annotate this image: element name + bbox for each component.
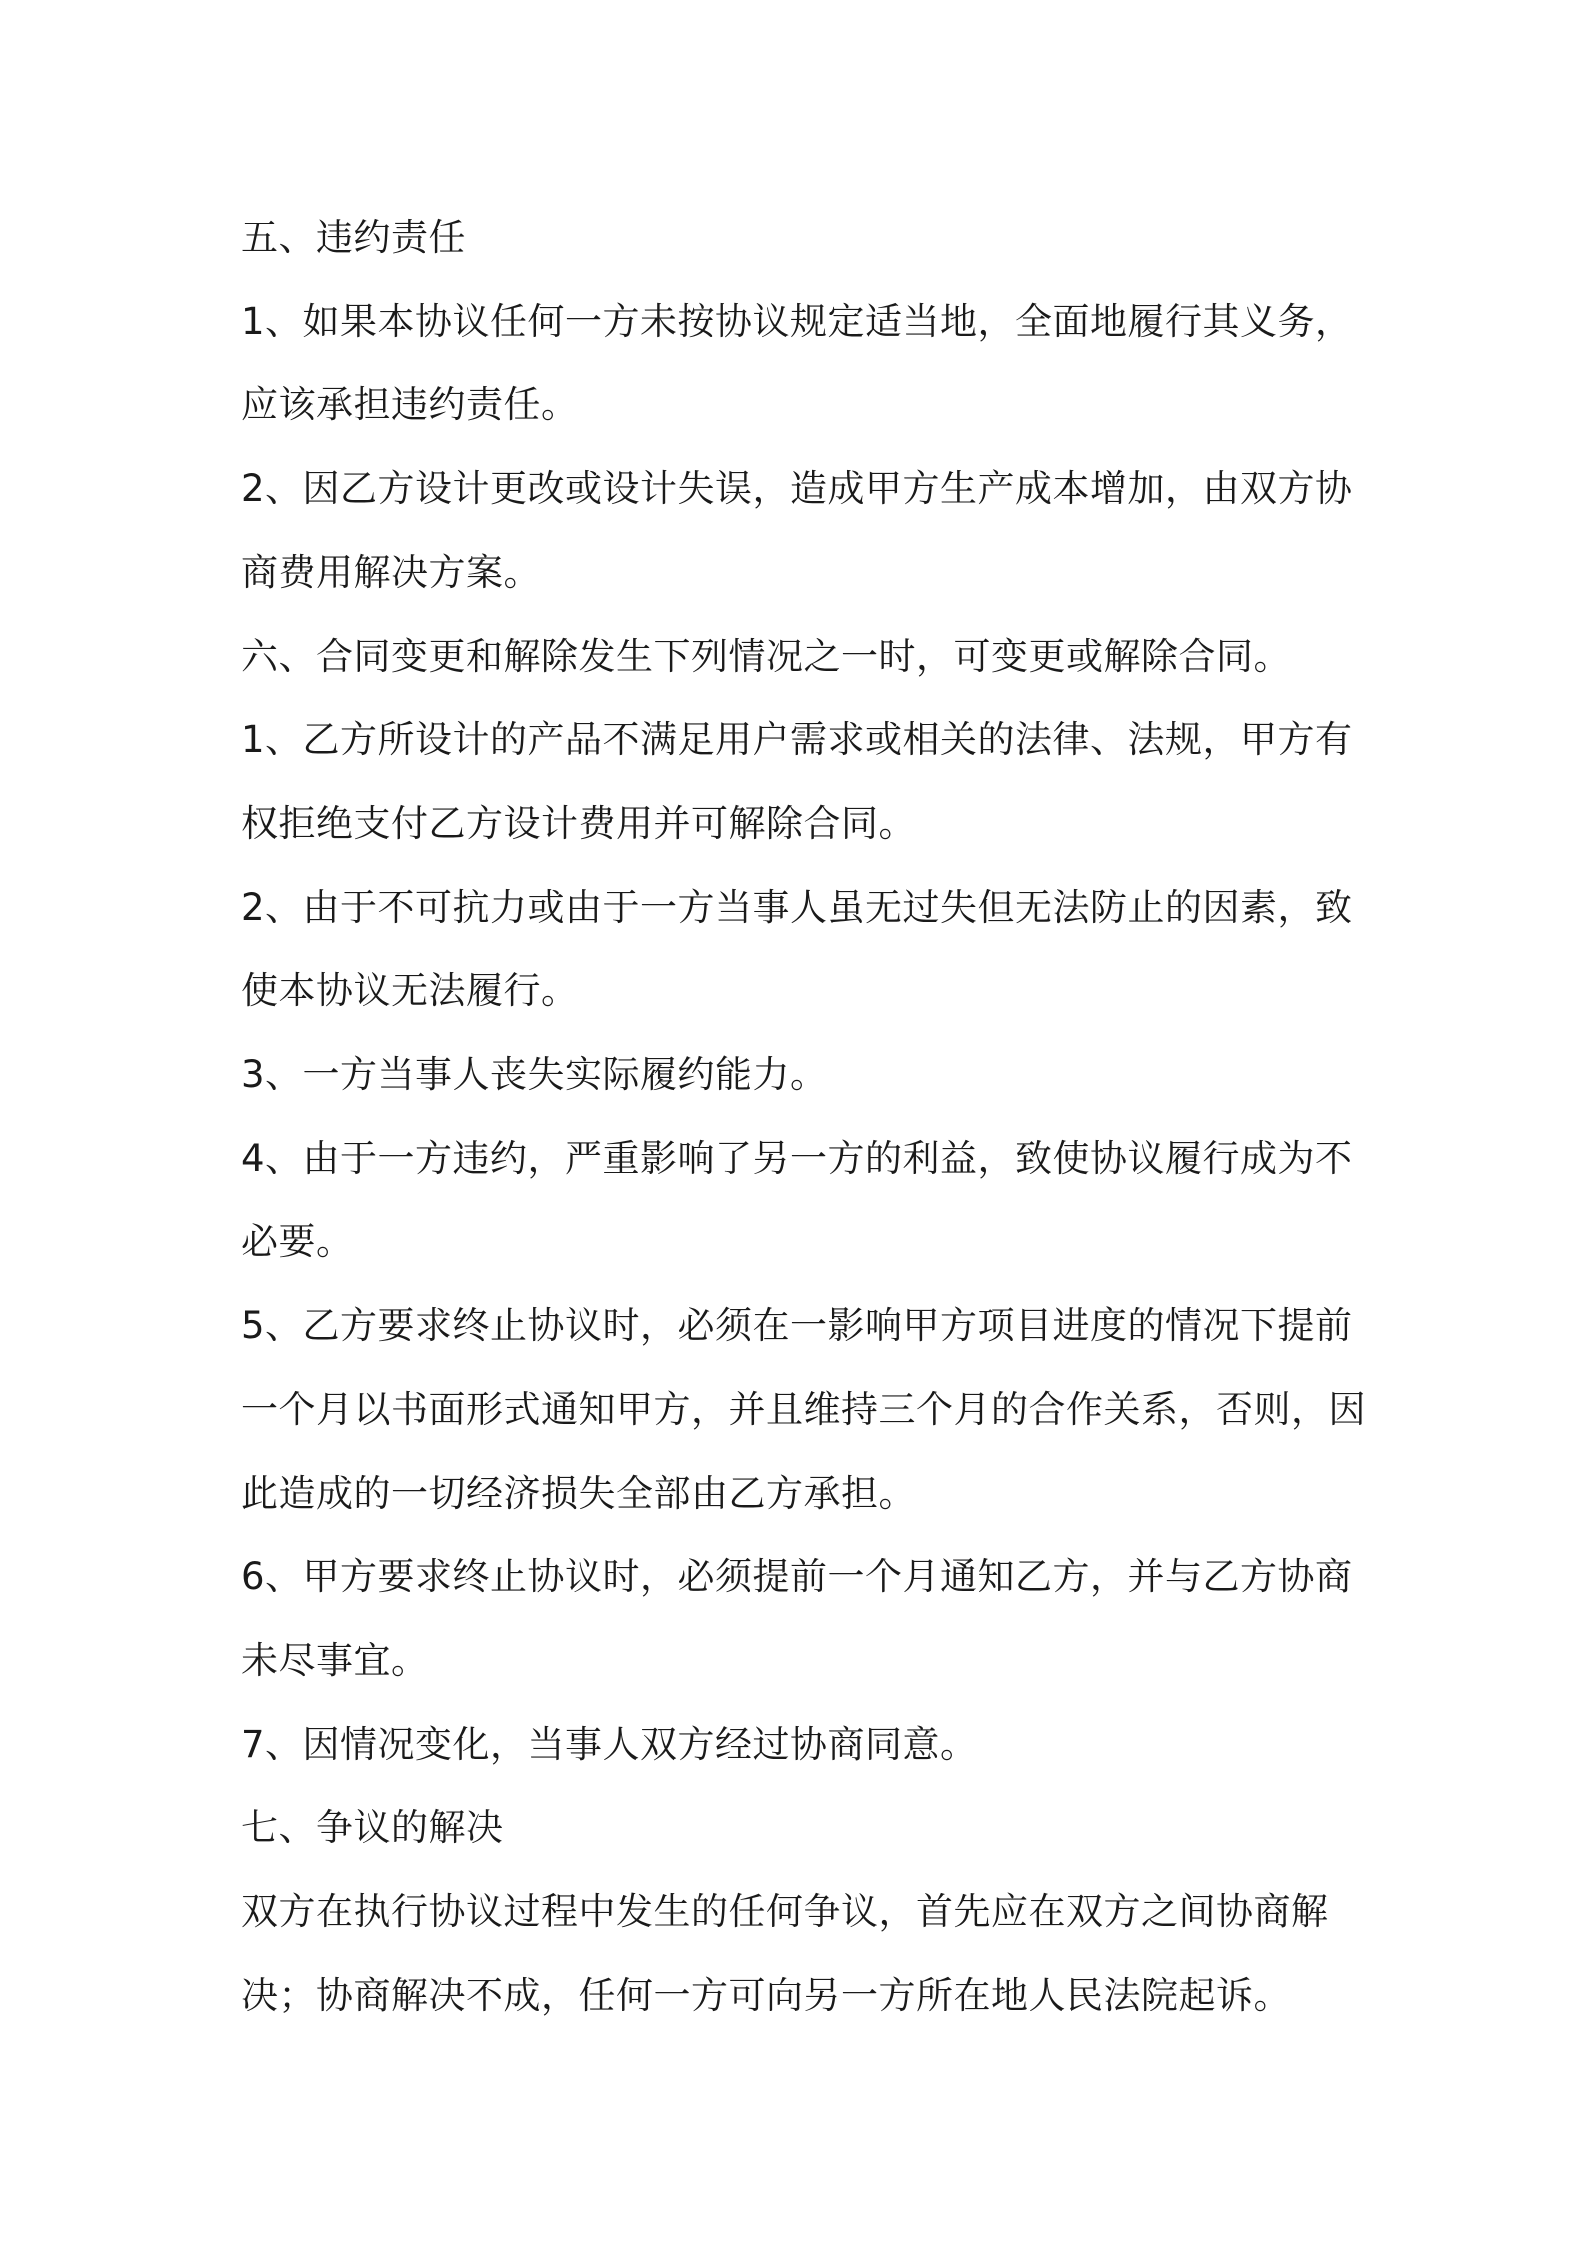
clause-change-1: 1、乙方所设计的产品不满足用户需求或相关的法律、法规，甲方有权拒绝支付乙方设计费用并可解除合同。 <box>241 718 1353 845</box>
clause-dispute: 双方在执行协议过程中发生的任何争议，首先应在双方之间协商解决；协商解决不成，任何一方可向另一方所在地人民法院起诉。 <box>241 1890 1329 2017</box>
clause-change-6: 6、甲方要求终止协议时，必须提前一个月通知乙方，并与乙方协商未尽事宜。 <box>241 1555 1353 1682</box>
clause-change-3: 3、一方当事人丧失实际履约能力。 <box>241 1053 828 1097</box>
clause-change-7: 7、因情况变化，当事人双方经过协商同意。 <box>241 1722 978 1766</box>
clause-breach-1: 1、如果本协议任何一方未按协议规定适当地，全面地履行其义务，应该承担违约责任。 <box>241 299 1353 427</box>
section-heading-change-termination: 六、合同变更和解除发生下列情况之一时，可变更或解除合同。 <box>241 634 1291 678</box>
clause-change-4: 4、由于一方违约，严重影响了另一方的利益，致使协议履行成为不必要。 <box>241 1136 1353 1264</box>
document-body <box>241 196 1371 2037</box>
section-heading-dispute: 七、争议的解决 <box>241 1806 504 1850</box>
clause-change-2: 2、由于不可抗力或由于一方当事人虽无过失但无法防止的因素，致使本协议无法履行。 <box>241 885 1353 1013</box>
section-heading-breach: 五、违约责任 <box>241 216 466 259</box>
clause-change-5: 5、乙方要求终止协议时，必须在一影响甲方项目进度的情况下提前一个月以书面形式通知甲方，并且维持三个月的合作关系，否则，因此造成的一切经济损失全部由乙方承担。 <box>241 1304 1366 1515</box>
clause-breach-2: 2、因乙方设计更改或设计失误，造成甲方生产成本增加，由双方协商费用解决方案。 <box>241 467 1353 594</box>
